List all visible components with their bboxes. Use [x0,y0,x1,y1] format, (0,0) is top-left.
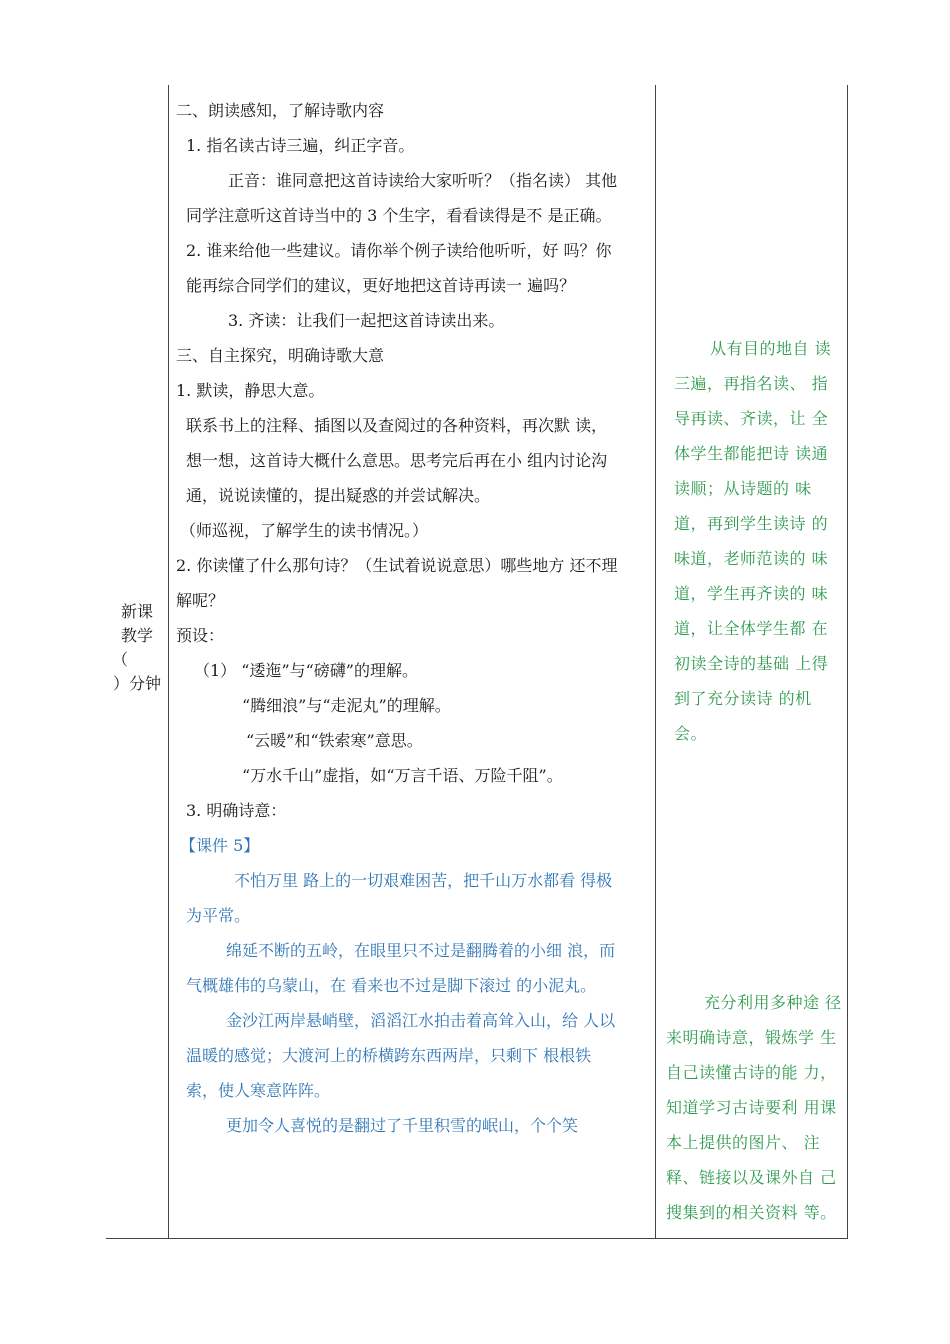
note-line: 来明确诗意，锻炼学 生 [666,1028,837,1047]
preset-item: “云暖”和“铁索寒”意思。 [246,731,423,750]
table-border-middle-divider [655,85,656,1238]
note-line: 知道学习古诗要利 用课 [666,1098,837,1117]
poem-meaning-line: 索，使人寒意阵阵。 [186,1081,331,1100]
preset-item: （1） “逶迤”与“磅礴”的理解。 [194,661,418,680]
content-line: 2. 谁来给他一些建议。请你举个例子读给他听听，好 吗？你 [186,241,612,260]
preset-item: “万水千山”虚指，如“万言千语、万险千阻”。 [242,766,563,785]
note-line: 自己读懂古诗的能 力， [666,1063,837,1082]
content-line: 3. 齐读：让我们一起把这首诗读出来。 [228,311,505,330]
poem-meaning-line: 不怕万里 路上的一切艰难困苦，把千山万水都看 得极 [234,871,613,890]
note-line: 体学生都能把诗 读通 [674,444,829,463]
content-line: 通，说说读懂的，提出疑惑的并尝试解决。 [186,486,491,505]
note-line: 释、链接以及课外自 己 [666,1168,837,1187]
content-line: 1. 指名读古诗三遍，纠正字音。 [186,136,415,155]
content-line: 预设： [176,626,225,645]
content-line: 想一想，这首诗大概什么意思。思考完后再在小 组内讨论沟 [186,451,608,470]
poem-meaning-line: 气概雄伟的乌蒙山，在 看来也不过是脚下滚过 的小泥丸。 [186,976,597,995]
table-border-left-divider [168,85,169,1238]
note-line: 充分利用多种途 径 [704,993,842,1012]
note-line: 会。 [674,724,708,743]
poem-meaning-line: 金沙江两岸悬峭壁，滔滔江水拍击着高耸入山，给 人以 [226,1011,616,1030]
content-line: 联系书上的注释、插图以及查阅过的各种资料，再次默 读， [186,416,608,435]
poem-meaning-line: 温暖的感觉；大渡河上的桥横跨东西两岸，只剩下 根根铁 [186,1046,592,1065]
note-line: 到了充分读诗 的机 [674,689,812,708]
content-line: 正音：谁同意把这首诗读给大家听听？（指名读） 其他 [228,171,618,190]
poem-meaning-line: 更加令人喜悦的是翻过了千里积雪的岷山，个个笑 [226,1116,579,1135]
courseware-tag: 【课件 5】 [180,836,260,855]
content-line: 2. 你读懂了什么那句诗？（生试着说说意思）哪些地方 还不理 [176,556,618,575]
note-line: 本上提供的图片、 注 [666,1133,821,1152]
content-line: 3. 明确诗意： [186,801,287,820]
preset-item: “腾细浪”与“走泥丸”的理解。 [242,696,451,715]
table-border-right [847,85,848,1238]
section-label-cell [106,600,168,696]
content-line: 同学注意听这首诗当中的 3 个生字，看看读得是不 是正确。 [186,206,612,225]
content-line: 1. 默读，静思大意。 [176,381,325,400]
content-line: 能再综合同学们的建议，更好地把这首诗再读一 遍吗？ [186,276,576,295]
note-line: 道，学生再齐读的 味 [674,584,829,603]
table-border-bottom [106,1238,848,1239]
note-line: 道，让全体学生都 在 [674,619,829,638]
section-label-line: 新课 [120,602,153,621]
section-heading: 二、朗读感知，了解诗歌内容 [176,101,385,120]
content-line: 解呢？ [176,591,225,610]
note-line: 道，再到学生读诗 的 [674,514,829,533]
note-line: 读顺；从诗题的 味 [674,479,812,498]
section-label-line: （ [112,650,129,669]
section-label-line: 教学 [120,626,153,645]
poem-meaning-line: 绵延不断的五岭，在眼里只不过是翻腾着的小细 浪，而 [226,941,616,960]
note-line: 三遍，再指名读、 指 [674,374,829,393]
note-line: 搜集到的相关资料 等。 [666,1203,837,1222]
note-line: 味道，老师范读的 味 [674,549,829,568]
content-line: （师巡视，了解学生的读书情况。） [180,521,429,540]
poem-meaning-line: 为平常。 [186,906,251,925]
section-heading: 三、自主探究，明确诗歌大意 [176,346,385,365]
section-label-line: ）分钟 [112,674,161,693]
note-line: 初读全诗的基础 上得 [674,654,829,673]
note-line: 从有目的地自 读 [710,339,832,358]
note-line: 导再读、齐读，让 全 [674,409,829,428]
